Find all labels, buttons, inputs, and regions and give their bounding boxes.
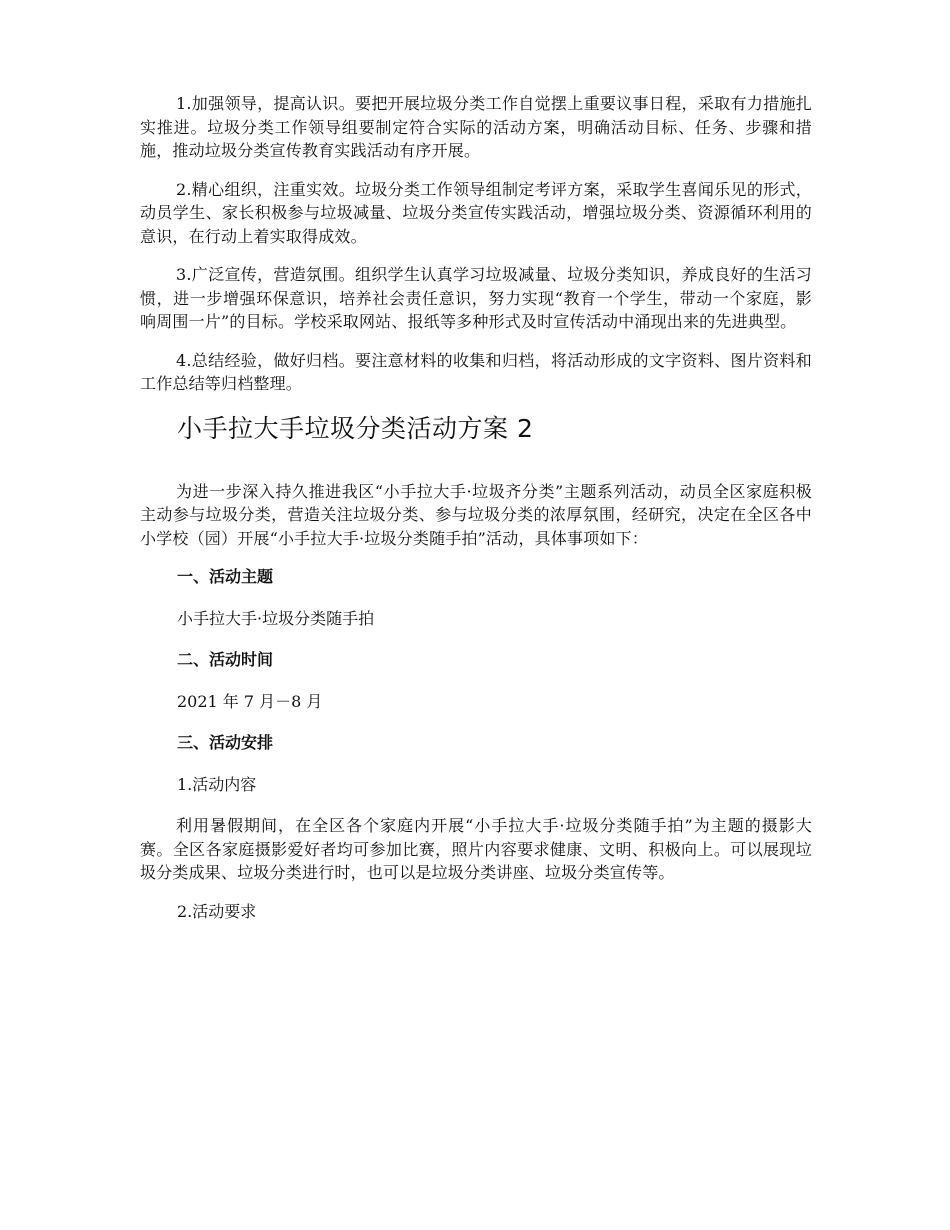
subheading-activity-content: 1.活动内容 bbox=[177, 774, 257, 794]
paragraph-activity-content: 利用暑假期间，在全区各个家庭内开展“小手拉大手·垃圾分类随手拍”为主题的摄影大赛。全区各家庭摄影爱好者均可参加比赛，照片内容要求健康、文明、积极向上。可以展现垃圾分类成果、垃圾分类进行时，也可以是垃圾分类讲座、垃圾分类宣传等。 bbox=[140, 816, 812, 882]
paragraph-organization: 2.精心组织，注重实效。垃圾分类工作领导组制定考评方案，采取学生喜闻乐见的形式，动员学生、家长积极参与垃圾减量、垃圾分类宣传实践活动，增强垃圾分类、资源循环利用的意识，在行动上着实取得成效。 bbox=[140, 179, 812, 246]
subheading-activity-requirements: 2.活动要求 bbox=[177, 901, 257, 921]
activity-time-text: 2021 年 7 月－8 月 bbox=[177, 691, 323, 711]
paragraph-intro: 为进一步深入持久推进我区“小手拉大手·垃圾齐分类”主题系列活动，动员全区家庭积极主动参与垃圾分类，营造关注垃圾分类、参与垃圾分类的浓厚氛围，经研究，决定在全区各中小学校（园）开展“小手拉大手·垃圾分类随手拍”活动，具体事项如下： bbox=[140, 481, 812, 548]
heading-activity-theme: 一、活动主题 bbox=[177, 567, 274, 586]
paragraph-summary: 4.总结经验，做好归档。要注意材料的收集和归档，将活动形成的文字资料、图片资料和工作总结等归档整理。 bbox=[140, 350, 812, 393]
document-page bbox=[140, 92, 812, 941]
paragraph-publicity: 3.广泛宣传，营造氛围。组织学生认真学习垃圾减量、垃圾分类知识，养成良好的生活习惯，进一步增强环保意识，培养社会责任意识，努力实现“教育一个学生，带动一个家庭，影响周围一片”的目标。学校采取网站、报纸等多种形式及时宣传活动中涌现出来的先进典型。 bbox=[140, 265, 812, 331]
heading-activity-arrangement: 三、活动安排 bbox=[177, 733, 274, 752]
heading-activity-time: 二、活动时间 bbox=[177, 650, 274, 669]
paragraph-leadership: 1.加强领导，提高认识。要把开展垃圾分类工作自觉摆上重要议事日程，采取有力措施扎实推进。垃圾分类工作领导组要制定符合实际的活动方案，明确活动目标、任务、步骤和措施，推动垃圾分类宣传教育实践活动有序开展。 bbox=[140, 94, 812, 160]
activity-theme-text: 小手拉大手·垃圾分类随手拍 bbox=[177, 608, 375, 628]
section-title: 小手拉大手垃圾分类活动方案 2 bbox=[177, 413, 534, 443]
